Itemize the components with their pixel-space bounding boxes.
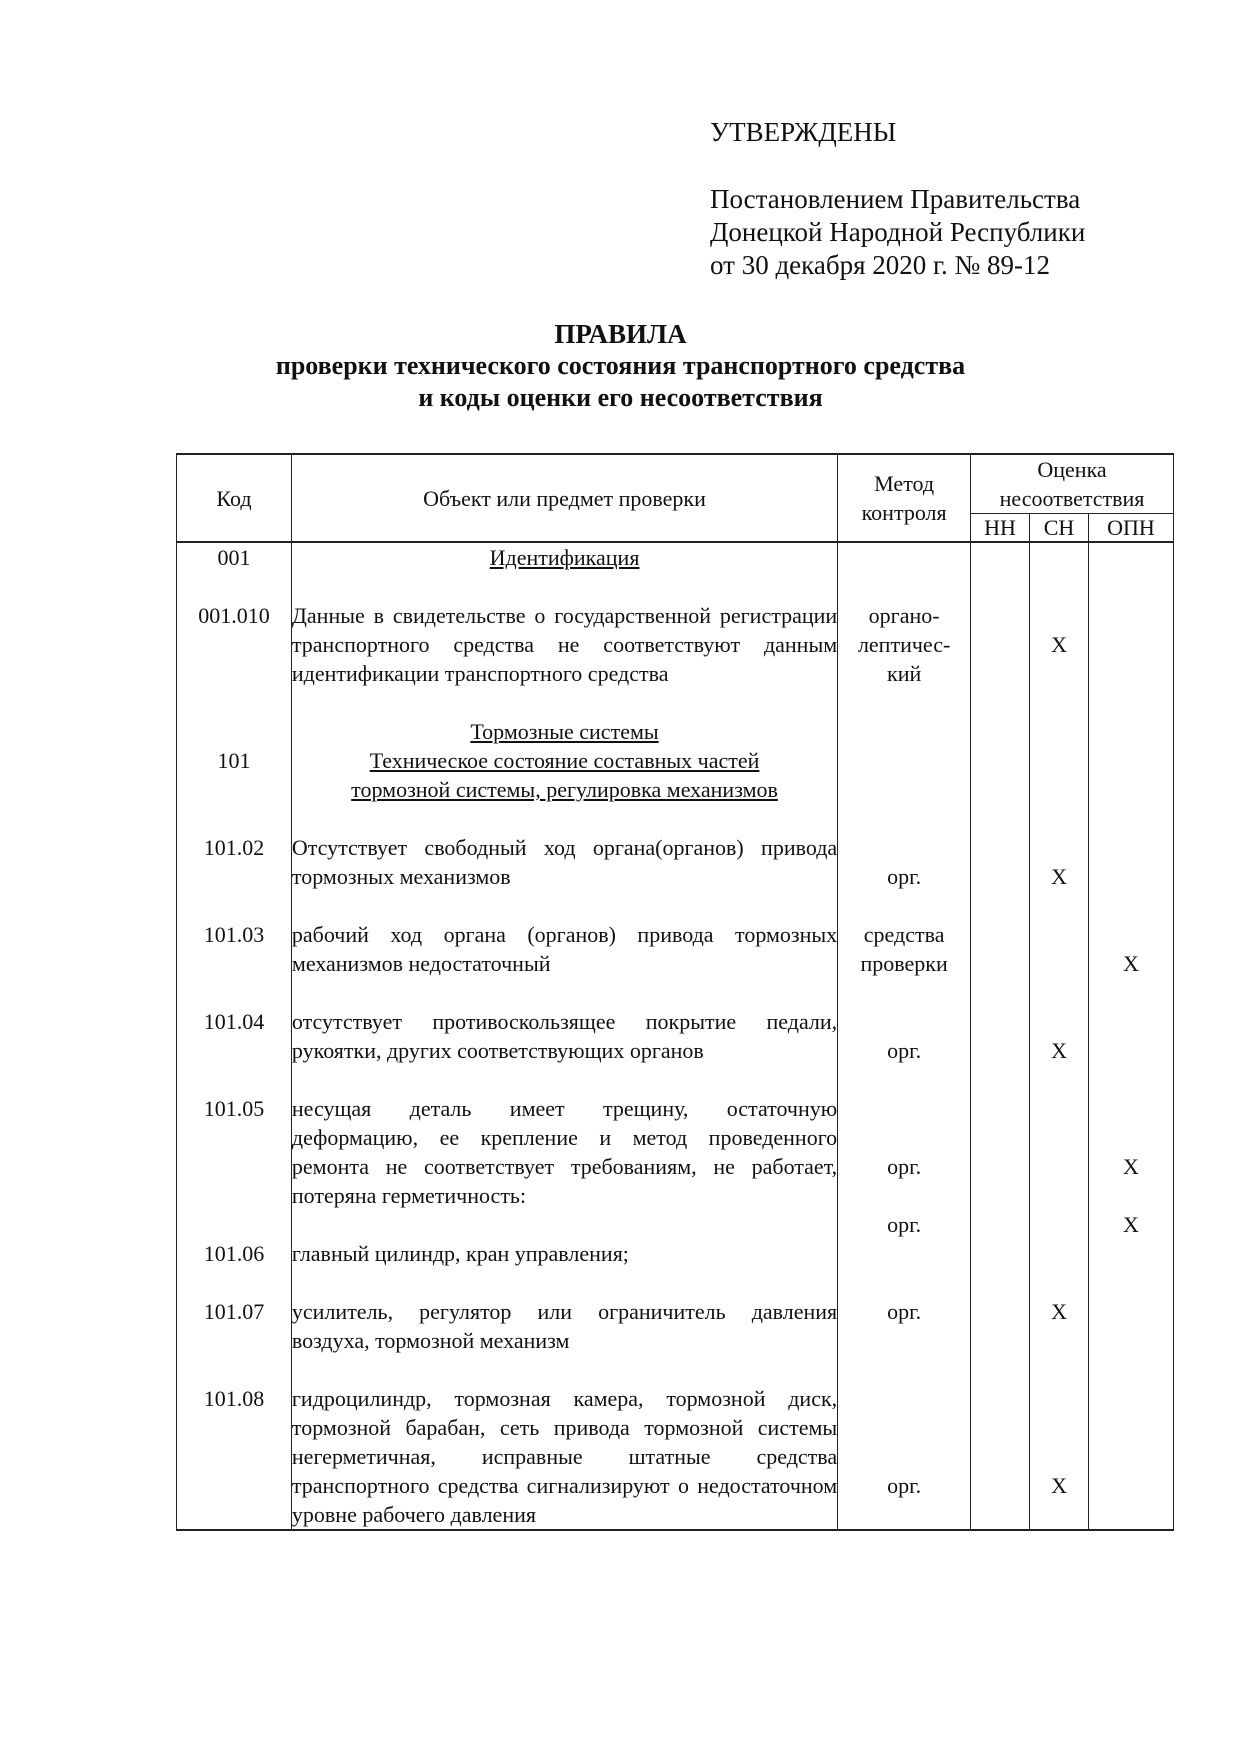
header-assessment-line: несоответствия — [999, 486, 1145, 511]
row-code: 101.08 — [177, 1384, 292, 1530]
section-line: Техническое состояние составных частей — [369, 748, 760, 773]
rules-table — [176, 453, 1174, 1531]
row-code: 101 — [177, 717, 292, 804]
table-row — [177, 542, 1174, 572]
row-method: орг. — [838, 1094, 971, 1210]
table-row — [177, 601, 1174, 688]
row-object: Данные в свидетельстве о государственной регистрации транспортного средства не соответствуют данным идентификации транспортного средства — [291, 603, 838, 686]
approval-heading: УТВЕРЖДЕНЫ — [710, 117, 897, 147]
row-method: орг. — [838, 1007, 971, 1065]
mark-nn — [971, 833, 1030, 891]
header-code: Код — [177, 454, 292, 542]
mark-opn: X — [1088, 920, 1173, 978]
header-nn: НН — [971, 514, 1030, 543]
title-main: ПРАВИЛА — [554, 319, 687, 349]
row-method: орг. — [838, 833, 971, 891]
mark-nn — [971, 1007, 1030, 1065]
row-code: 001.010 — [177, 601, 292, 688]
approval-line: Постановлением Правительства — [710, 184, 1081, 214]
mark-sn — [1030, 1094, 1089, 1210]
header-assessment-line: Оценка — [1037, 457, 1107, 482]
row-section-title — [291, 717, 837, 804]
row-section-title: Идентификация — [291, 542, 837, 572]
approval-line: Донецкой Народной Республики — [710, 217, 1086, 247]
row-code: 101.07 — [177, 1297, 292, 1355]
row-object: главный цилиндр, кран управления; — [291, 1210, 837, 1268]
header-method-line: Метод — [874, 471, 935, 496]
mark-nn — [971, 1210, 1030, 1268]
mark-opn — [1088, 1384, 1173, 1530]
header-assessment — [971, 454, 1174, 514]
table-row — [177, 1297, 1174, 1355]
mark-sn: X — [1030, 601, 1089, 688]
mark-nn — [971, 920, 1030, 978]
method-line: проверки — [860, 951, 948, 976]
header-object: Объект или предмет проверки — [291, 454, 837, 542]
header-method — [838, 454, 971, 542]
row-code: 101.04 — [177, 1007, 292, 1065]
row-method: орг. — [838, 1210, 971, 1268]
mark-sn: X — [1030, 833, 1089, 891]
row-object: усилитель, регулятор или ограничитель давления воздуха, тормозной механизм — [291, 1299, 838, 1353]
title-line: проверки технического состояния транспортного средства — [275, 351, 966, 380]
row-code: 101.06 — [177, 1210, 292, 1268]
table-row — [177, 1210, 1174, 1268]
table-row — [177, 1384, 1174, 1530]
row-object: Отсутствует свободный ход органа(органов) привода тормозных механизмов — [291, 835, 838, 889]
approval-block — [710, 116, 1085, 282]
row-code: 001 — [177, 542, 292, 572]
method-line: органо- — [868, 603, 940, 628]
row-method: орг. — [838, 1384, 971, 1530]
mark-nn — [971, 601, 1030, 688]
header-method-line: контроля — [861, 500, 947, 525]
mark-sn — [1030, 1210, 1089, 1268]
table-row — [177, 1007, 1174, 1065]
header-sn: СН — [1030, 514, 1089, 543]
header-opn: ОПН — [1088, 514, 1173, 543]
method-line: кий — [887, 661, 922, 686]
mark-sn: X — [1030, 1297, 1089, 1355]
row-code: 101.03 — [177, 920, 292, 978]
row-method: орг. — [838, 1297, 971, 1355]
mark-sn: X — [1030, 1384, 1089, 1530]
mark-opn: X — [1088, 1210, 1173, 1268]
mark-opn — [1088, 1007, 1173, 1065]
table-row — [177, 833, 1174, 891]
row-method — [838, 601, 971, 688]
section-line: Тормозные системы — [470, 719, 659, 744]
mark-opn — [1088, 833, 1173, 891]
mark-nn — [971, 1297, 1030, 1355]
row-code: 101.02 — [177, 833, 292, 891]
mark-sn: X — [1030, 1007, 1089, 1065]
title-line: и коды оценки его несоответствия — [418, 383, 823, 412]
mark-opn: X — [1088, 1094, 1173, 1210]
section-line: тормозной системы, регулировка механизмов — [351, 777, 778, 802]
mark-nn — [971, 1384, 1030, 1530]
table-row — [177, 717, 1174, 804]
method-line: средства — [863, 922, 945, 947]
row-code: 101.05 — [177, 1094, 292, 1210]
table-row — [177, 1094, 1174, 1210]
row-object: рабочий ход органа (органов) привода тормозных механизмов недостаточный — [291, 922, 838, 976]
table-row — [177, 920, 1174, 978]
approval-line: от 30 декабря 2020 г. № 89-12 — [710, 250, 1051, 280]
row-method — [838, 920, 971, 978]
mark-nn — [971, 1094, 1030, 1210]
row-object: отсутствует противоскользящее покрытие педали, рукоятки, других соответствующих органов — [291, 1009, 838, 1063]
document-title — [0, 318, 1241, 414]
mark-sn — [1030, 920, 1089, 978]
row-object: несущая деталь имеет трещину, остаточную деформацию, ее крепление и метод проведенного ремонта не соответствует требованиям, не работает, потеряна герметичность: — [291, 1096, 838, 1208]
method-line: лептичес- — [857, 632, 951, 657]
mark-opn — [1088, 1297, 1173, 1355]
row-object: гидроцилиндр, тормозная камера, тормозной диск, тормозной барабан, сеть привода тормозной системы негерметичная, исправные штатные средства транспортного средства сигнализируют о недостаточном уровне рабочего давления — [291, 1384, 837, 1530]
mark-opn — [1088, 601, 1173, 688]
